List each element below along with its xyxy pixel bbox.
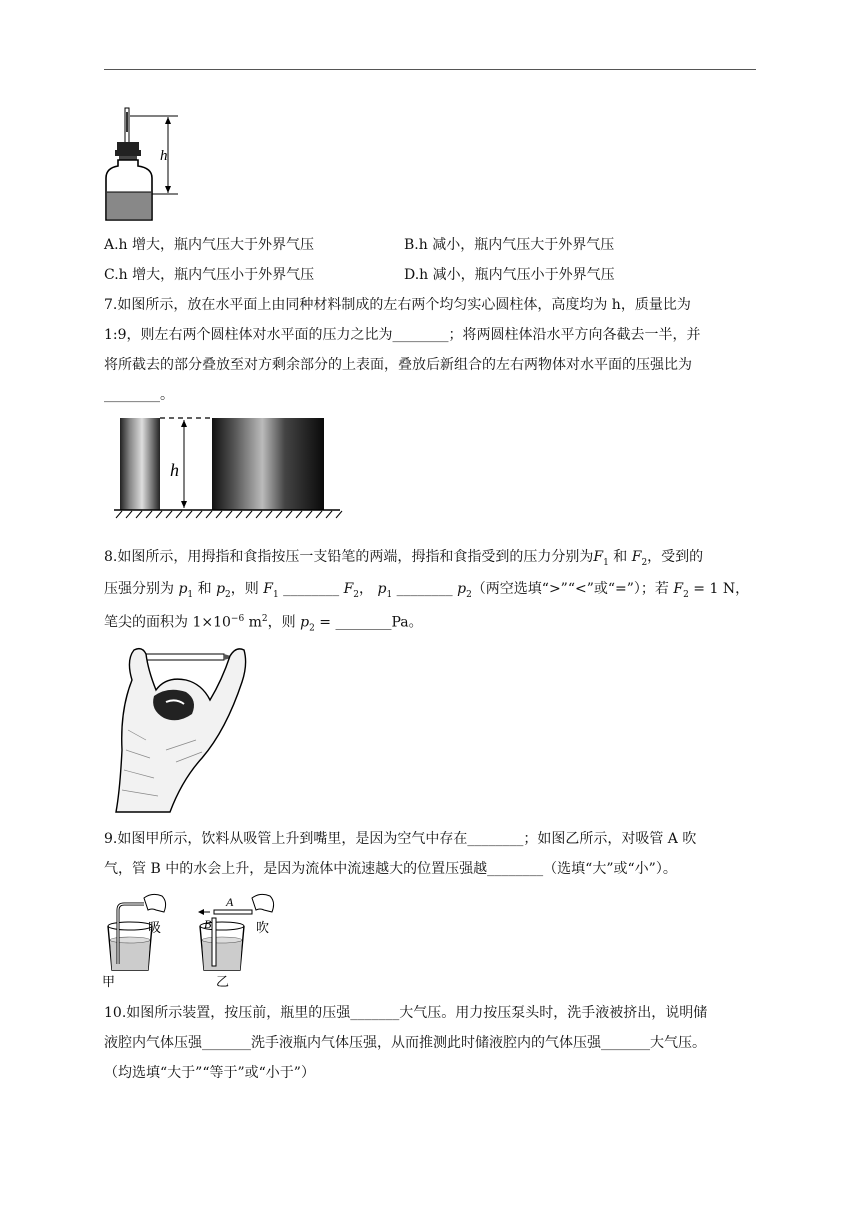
- h-label: h: [160, 148, 168, 164]
- hand-pencil-figure: [106, 640, 256, 814]
- q10-line1: 10.如图所示装置，按压前，瓶里的压强_______大气压。用力按压泵头时，洗手液被挤出，说明储: [104, 1005, 708, 1021]
- straw-figure-yi: [196, 888, 278, 990]
- label-a: A: [226, 895, 234, 909]
- q10-line2: 液腔内气体压强_______洗手液瓶内气体压强，从而推测此时储液腔内的气体压强_______大气压。: [104, 1035, 706, 1051]
- q7-line4: ________。: [104, 387, 174, 403]
- q8-line3: 笔尖的面积为 $1\times 10^{-6}$ $m^2$，则 $p_2$ = ________Pa。: [104, 614, 423, 634]
- h-label: h: [170, 460, 179, 480]
- straw-figure-jia: [104, 888, 176, 990]
- option-b: B.h 减小，瓶内气压大于外界气压: [404, 237, 615, 253]
- q7-line3: 将所截去的部分叠放至对方剩余部分的上表面，叠放后新组合的左右两物体对水平面的压强比为: [104, 357, 692, 373]
- label-jia: 甲: [102, 975, 116, 990]
- option-c: C.h 增大，瓶内气压小于外界气压: [104, 267, 315, 283]
- label-blow: 吹: [256, 921, 270, 936]
- label-suck: 吸: [148, 921, 162, 936]
- q9-line1: 9.如图甲所示，饮料从吸管上升到嘴里，是因为空气中存在________；如图乙所示，对吸管 A 吹: [104, 831, 697, 847]
- label-yi: 乙: [216, 975, 230, 990]
- header-rule: [104, 69, 756, 70]
- q7-line1: 7.如图所示，放在水平面上由同种材料制成的左右两个均匀实心圆柱体，高度均为 h，质量比为: [104, 297, 691, 313]
- option-a: A.h 增大，瓶内气压大于外界气压: [104, 237, 315, 253]
- label-b: B: [204, 917, 212, 931]
- option-d: D.h 减小，瓶内气压小于外界气压: [404, 267, 615, 283]
- q8-line2: 压强分别为 $p_1$ 和 $p_2$，则 $F_1$ ________ $F_2$， $p_1$ ________ $p_2$（两空选填“>”“<”或“=”）；若 $F_2 = 1$ N，: [104, 581, 750, 600]
- two-cylinders-figure: [112, 412, 348, 522]
- bottle-barometer-figure: [104, 104, 188, 224]
- q8-line1: 8.如图所示，用拇指和食指按压一支铅笔的两端，拇指和食指受到的压力分别为$F_1$ 和 $F_2$，受到的: [104, 549, 704, 568]
- q9-line2: 气，管 B 中的水会上升，是因为流体中流速越大的位置压强越________（选填“大”或“小”）。: [104, 861, 677, 877]
- q7-line2: 1:9，则左右两个圆柱体对水平面的压力之比为________；将两圆柱体沿水平方向各截去一半，并: [104, 327, 701, 343]
- q10-line3: （均选填“大于”“等于”或“小于”）: [104, 1065, 315, 1081]
